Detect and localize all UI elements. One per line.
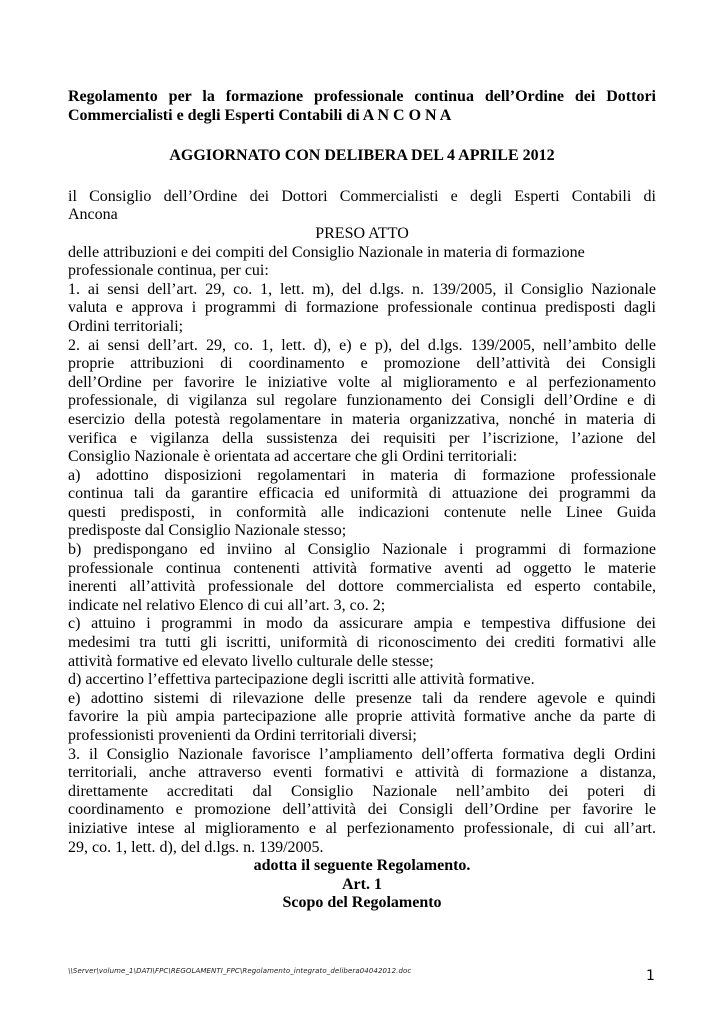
text-line: attività formative ed elevato livello culturale delle stesse; [68,652,434,670]
footer-file-path: \\Server\volume_1\DATI\FPC\REGOLAMENTI_FPC\Regolamento_integrato_delibera04042012.doc [68,967,412,975]
document-title-line-1: Regolamento per la formazione professionale continua dell’Ordine dei Dottori [68,88,656,105]
text-line: professionale continua contenenti attività formative aventi ad oggetto le materie [68,559,656,577]
text-line: professionale, di vigilanza sul regolare funzionamento dei Consigli dell’Ordine e di [68,392,656,410]
text-line: c) attuino i programmi in modo da assicurare ampia e tempestiva diffusione dei [68,615,656,633]
text-line: Ancona [68,206,118,224]
text-line: Ordini territoriali; [68,317,184,335]
text-line: 3. il Consiglio Nazionale favorisce l’ampliamento dell’offerta formativa degli Ordini [68,745,656,763]
text-line: indicate nel relativo Elenco di cui all’art. 3, co. 2; [68,596,386,614]
text-line: d) accertino l’effettiva partecipazione degli iscritti alle attività formative. [68,671,535,689]
text-line: coordinamento e promozione dell’attività dei Consigli dell’Ordine per favorire le [68,801,656,819]
document-title-line-2: Commercialisti e degli Esperti Contabili di A N C O N A [68,106,452,124]
text-line: valuta e approva i programmi di formazione professionale continua predisposti dagli [68,299,656,317]
text-line: delle attribuzioni e dei compiti del Consiglio Nazionale in materia di formazione [68,243,585,261]
document-subtitle: AGGIORNATO CON DELIBERA DEL 4 APRILE 2012 [169,147,555,165]
text-line: esercizio della potestà regolamentare in materia organizzativa, nonché in materia di [68,410,656,428]
text-line: professionisti provenienti da Ordini territoriali diversi; [68,727,417,744]
centered-text-line: Scopo del Regolamento [282,894,442,912]
text-line: questi predisposti, in conformità alle indicazioni contenute nelle Linee Guida [68,503,656,521]
text-line: b) predispongano ed inviino al Consiglio Nazionale i programmi di formazione [68,541,656,559]
text-line: territoriali, anche attraverso eventi formativi e attività di formazione a distanza, [68,764,656,782]
text-line: a) adottino disposizioni regolamentari in materia di formazione professionale [68,466,656,484]
text-line: favorire la più ampia partecipazione alle proprie attività formative anche da parte di [68,708,656,726]
text-line: inerenti all’attività professionale del dottore commercialista ed esperto contabile, [68,578,656,596]
text-line: predisposte dal Consiglio Nazionale stesso; [68,522,347,540]
text-line: Consiglio Nazionale è orientata ad accertare che gli Ordini territoriali: [68,448,518,466]
text-line: professionale continua, per cui: [68,262,269,280]
centered-text-line: Art. 1 [342,875,382,893]
text-line: iniziative intese al miglioramento e al perfezionamento professionale, di cui all’art. [68,819,656,837]
document-text [68,188,656,913]
text-line: 2. ai sensi dell’art. 29, co. 1, lett. d), e) e p), del d.lgs. 139/2005, nell’ambito delle [68,336,656,354]
text-line: medesimi tra tutti gli iscritti, uniformità di riconoscimento dei crediti formativi alle [68,634,656,652]
text-line: continua tali da garantire efficacia ed uniformità di attuazione dei programmi da [68,485,656,503]
text-line: 1. ai sensi dell’art. 29, co. 1, lett. m), del d.lgs. n. 139/2005, il Consiglio Nazionale [68,280,656,298]
text-line: verifica e vigilanza della sussistenza dei requisiti per l’iscrizione, l’azione del [68,429,656,447]
centered-text-line: PRESO ATTO [315,224,409,242]
text-line: 29, co. 1, lett. d), del d.lgs. n. 139/2005. [68,838,324,856]
text-line: dell’Ordine per favorire le iniziative volte al miglioramento e al perfezionamento [68,373,656,391]
text-line: e) adottino sistemi di rilevazione delle presenze tali da rendere agevole e quindi [68,689,656,707]
page-number: 1 [646,968,655,984]
text-line: il Consiglio dell’Ordine dei Dottori Commercialisti e degli Esperti Contabili di [68,187,656,205]
centered-text-line: adotta il seguente Regolamento. [253,857,471,875]
document-body [68,88,656,913]
text-line: direttamente accreditati dal Consiglio Nazionale nell’ambito dei poteri di [68,782,656,800]
text-line: proprie attribuzioni di coordinamento e promozione dell’attività dei Consigli [68,355,656,373]
